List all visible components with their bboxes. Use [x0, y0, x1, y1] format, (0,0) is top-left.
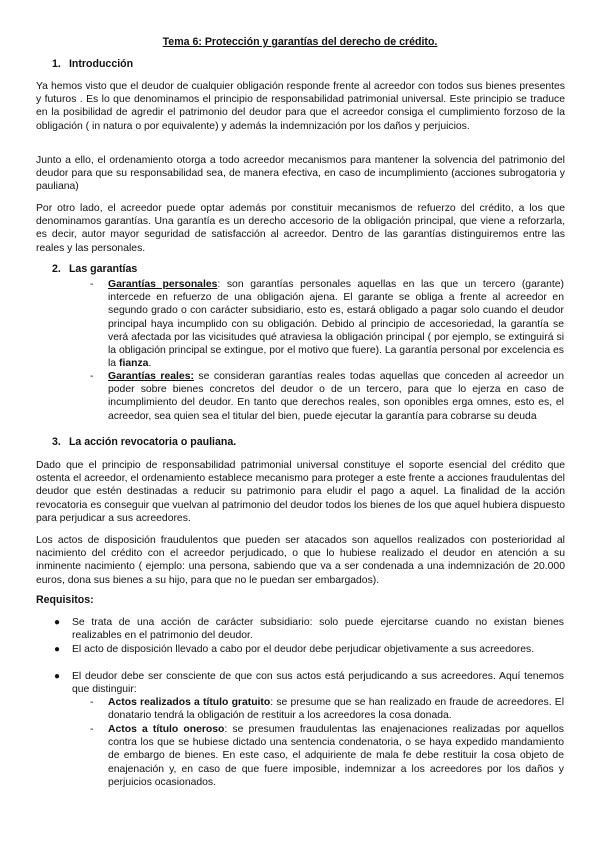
intro-paragraph-3: Por otro lado, el acreedor puede optar además por constituir mecanismos de refuerzo del crédito, a los que denominamos garantías. Una garantía es un derecho accesorio de la obligación principal, que viene a reforzarla, es decir, autor mayor seguridad de satisfacción al acreedor. Dentro de las garantías distinguiremos entre las reales y las personales.: [36, 203, 565, 254]
section-3-number: 3.: [52, 436, 61, 448]
requisitos-heading: Requisitos:: [36, 594, 94, 606]
document-title: Tema 6: Protección y garantías del derecho de crédito.: [162, 36, 438, 48]
real-guarantees-text: se consideran garantías reales todas aquellas que conceden al acreedor un poder sobre bienes concretos del deudor o de un tercero, para que lo ejerza en caso de incumplimiento del deudor. En tanto que derechos reales, son oponibles erga omnes, esto es, el acreedor, sea quien sea el titular del bien, puede ejecutar la garantía para cobrarse su deuda: [108, 371, 564, 422]
real-guarantees-item: [108, 370, 564, 423]
personal-guarantees-text: : son garantías personales aquellas en las que un tercero (garante) intercede en refuerzo de una obligación ajena. El garante se obliga a frente al acreedor en segundo grado o con carácter subsidiario, esto es, estará obligado a pagar solo cuando el deudor principal haya incumplido con su obligación. Debido al principio de accesoriedad, la garantía se verá afectada por las vicisitudes qué atraviesa la obligación principal ( por ejemplo, se extinguirá si la obligación principal se extingue, por el motivo que fuere). La garantía personal por excelencia es la: [108, 279, 564, 370]
bullet-marker-3: ●: [54, 671, 61, 682]
requisito-item-1: Se trata de una acción de carácter subsidiario: solo puede ejercitarse cuando no existan bienes realizables en el patrimonio del deudor.: [72, 617, 564, 642]
gratuito-label: Actos realizados a título gratuito: [108, 697, 271, 708]
section-1-heading: [52, 58, 133, 71]
intro-paragraph-1: Ya hemos visto que el deudor de cualquier obligación responde frente al acreedor con todos sus bienes presentes y futuros . Es lo que denominamos el principio de responsabilidad patrimonial universal. Este principio se traduce en la posibilidad de agredir el patrimonio del deudor para que el acreedor consiga el cumplimiento forzoso de la obligación ( in natura o por equivalente) y además la indemnización por los daños y perjuicios.: [36, 81, 565, 132]
real-guarantees-label: Garantías reales:: [108, 371, 194, 382]
revocatoria-paragraph-2: Los actos de disposición fraudulentos que pueden ser atacados son aquellos realizados con posterioridad al nacimiento del crédito con el acreedor perjudicado, o que lo hubiese realizado el deudor en atención a su inminente nacimiento ( ejemplo: una persona, sabiendo que va a ser condenada a una indemnización de 20.000 euros, dona sus bienes a su hijo, para que no le puedan ser embargados).: [36, 535, 565, 586]
personal-guarantees-label: Garantías personales: [108, 279, 218, 290]
oneroso-text: : se presumen fraudulentas las enajenaciones realizadas por aquellos contra los que se hubiese dictado una sentencia condenatoria, o se haya expedido mandamiento de embargo de bienes. En este caso, el adquiriente de mala fe debe restituir la cosa objeto de enajenación y, en caso de que fuere imposible, indemnizar a los acreedores por los daños y perjuicios ocasionados.: [108, 724, 564, 788]
section-1-number: 1.: [52, 58, 61, 70]
dash-marker-real: -: [90, 371, 94, 382]
fianza-term: fianza: [118, 358, 149, 370]
personal-guarantees-item: [108, 278, 564, 370]
requisito-item-2: El acto de disposición llevado a cabo por el deudor debe perjudicar objetivamente a sus acreedores.: [72, 644, 535, 655]
oneroso-item: [108, 723, 564, 789]
section-2-title: Las garantías: [68, 263, 138, 275]
gratuito-text: : se presume que se han realizado en fraude de acreedores. El donatario tendrá la obligación de restituir a los acreedores la cosa donada.: [108, 697, 565, 722]
bullet-marker-1: ●: [54, 617, 61, 628]
bullet-marker-2: ●: [54, 644, 61, 655]
oneroso-label: Actos a título oneroso: [108, 724, 225, 735]
personal-guarantees-period: .: [148, 358, 152, 370]
dash-marker-gratuito: -: [90, 697, 94, 708]
section-3-heading: [52, 436, 236, 449]
revocatoria-paragraph-1: Dado que el principio de responsabilidad patrimonial universal constituye el soporte esencial del crédito que ostenta el acreedor, el ordenamiento establece mecanismo para proteger a este frente a acciones fraudulentas del deudor que estén destinadas a reducir su patrimonio para eludir el pago a aquel. La finalidad de la acción revocatoria es conseguir que vuelvan al patrimonio del deudor todos los bienes de los que aquel hubiera dispuesto para perjudicar a sus acreedores.: [36, 460, 565, 524]
section-2-number: 2.: [52, 263, 61, 275]
section-2-heading: [52, 263, 137, 276]
section-1-title: Introducción: [68, 58, 134, 70]
requisito-item-3: El deudor debe ser consciente de que con sus actos está perjudicando a sus acreedores. Aquí tenemos que distinguir:: [72, 671, 564, 696]
dash-marker-personal: -: [90, 279, 94, 290]
section-3-title: La acción revocatoria o pauliana.: [68, 436, 237, 448]
gratuito-item: [108, 696, 564, 722]
intro-paragraph-2: Junto a ello, el ordenamiento otorga a todo acreedor mecanismos para mantener la solvencia del patrimonio del deudor para que su responsabilidad sea, de manera efectiva, en caso de incumplimiento (acciones subrogatoria y pauliana): [36, 155, 565, 193]
dash-marker-oneroso: -: [90, 724, 94, 735]
